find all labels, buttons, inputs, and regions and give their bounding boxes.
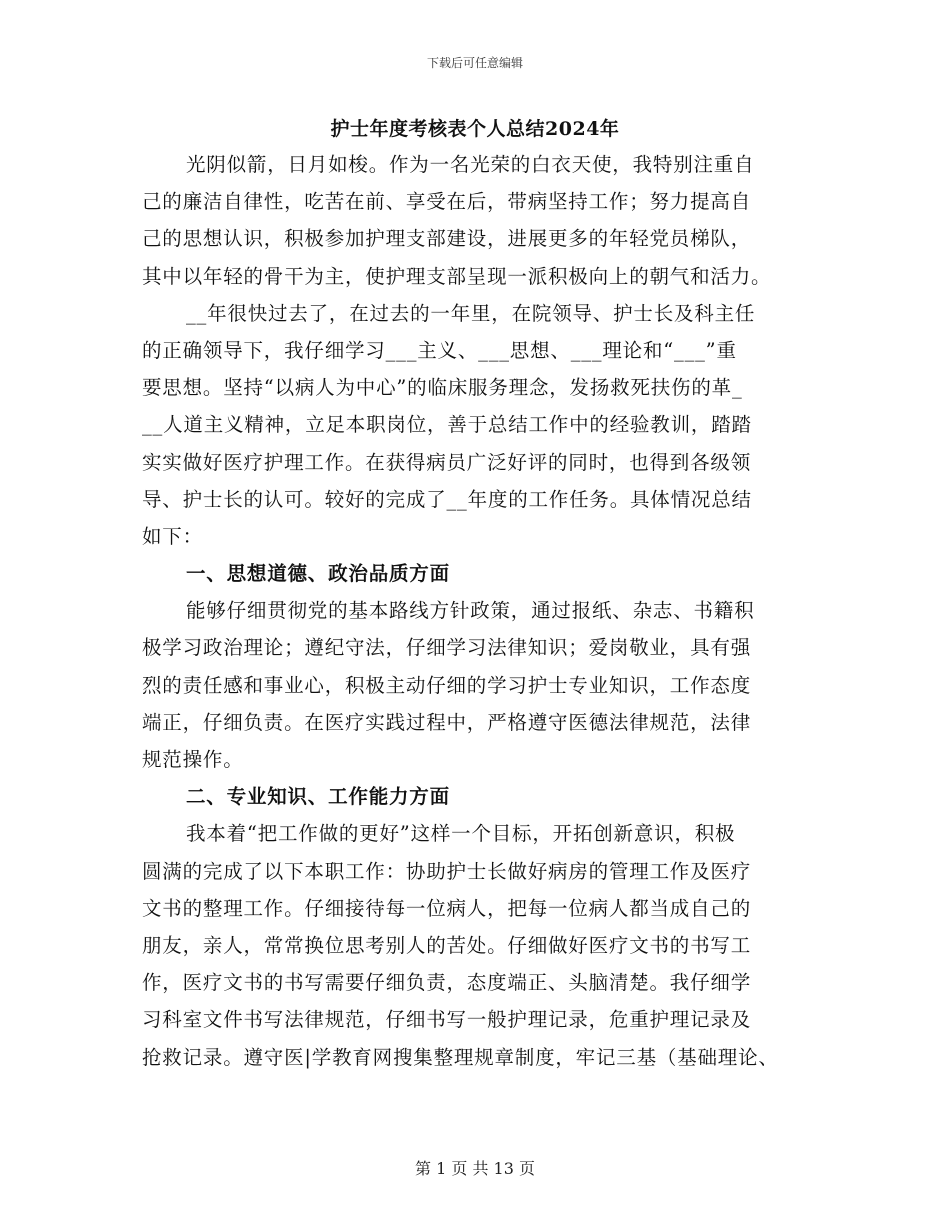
text-line: 实实做好医疗护理工作。在获得病员广泛好评的同时，也得到各级领 xyxy=(142,450,752,474)
text-line: 己的思想认识，积极参加护理支部建设，进展更多的年轻党员梯队， xyxy=(142,227,752,251)
text-line: 我本着“把工作做的更好”这样一个目标，开拓创新意识，积极 xyxy=(186,822,736,846)
text-line: 习科室文件书写法律规范，仔细书写一般护理记录，危重护理记录及 xyxy=(142,1008,752,1032)
text-line: 文书的整理工作。仔细接待每一位病人，把每一位病人都当成自己的 xyxy=(142,896,752,920)
text-line: 规范操作。 xyxy=(142,748,244,771)
text-line: __人道主义精神，立足本职岗位，善于总结工作中的经验教训，踏踏 xyxy=(142,413,752,437)
text-line: 的正确领导下，我仔细学习___主义、___思想、___理论和“___”重 xyxy=(142,338,737,362)
text-line: 抢救记录。遵守医|学教育网搜集整理规章制度，牢记三基（基础理论、 xyxy=(142,1045,779,1069)
text-line: 光阴似箭，日月如梭。作为一名光荣的白衣天使，我特别注重自 xyxy=(186,153,755,176)
text-line: 作，医疗文书的书写需要仔细负责，态度端正、头脑清楚。我仔细学 xyxy=(142,971,752,995)
text-line: 圆满的完成了以下本职工作：协助护士长做好病房的管理工作及医疗 xyxy=(142,859,752,883)
text-line: 极学习政治理论；遵纪守法，仔细学习法律知识；爱岗敬业，具有强 xyxy=(142,636,752,660)
text-line: 能够仔细贯彻党的基本路线方针政策，通过报纸、杂志、书籍积 xyxy=(186,599,755,623)
text-line: 要思想。坚持“以病人为中心”的临床服务理念，发扬救死扶伤的革_ xyxy=(142,376,743,400)
section-heading: 一、思想道德、政治品质方面 xyxy=(186,562,450,586)
text-line: 端正，仔细负责。在医疗实践过程中，严格遵守医德法律规范，法律 xyxy=(142,710,752,734)
page-footer: 第 1 页 共 13 页 xyxy=(415,1159,535,1178)
document-title: 护士年度考核表个人总结2024年 xyxy=(330,118,620,140)
document-body xyxy=(142,146,812,1076)
text-line: 如下： xyxy=(142,524,203,548)
text-line: 朋友，亲人，常常换位思考别人的苦处。仔细做好医疗文书的书写工 xyxy=(142,933,752,957)
text-line: 其中以年轻的骨干为主，使护理支部呈现一派积极向上的朝气和活力。 xyxy=(142,264,772,288)
text-line: __年很快过去了，在过去的一年里，在院领导、护士长及科主任 xyxy=(186,301,756,325)
text-line: 导、护士长的认可。较好的完成了__年度的工作任务。具体情况总结 xyxy=(142,487,752,511)
section-heading: 二、专业知识、工作能力方面 xyxy=(186,785,450,809)
header-note: 下载后可任意编辑 xyxy=(426,56,523,70)
text-line: 己的廉洁自律性，吃苦在前、享受在后，带病坚持工作；努力提高自 xyxy=(142,190,752,214)
text-line: 烈的责任感和事业心，积极主动仔细的学习护士专业知识，工作态度 xyxy=(142,673,752,697)
